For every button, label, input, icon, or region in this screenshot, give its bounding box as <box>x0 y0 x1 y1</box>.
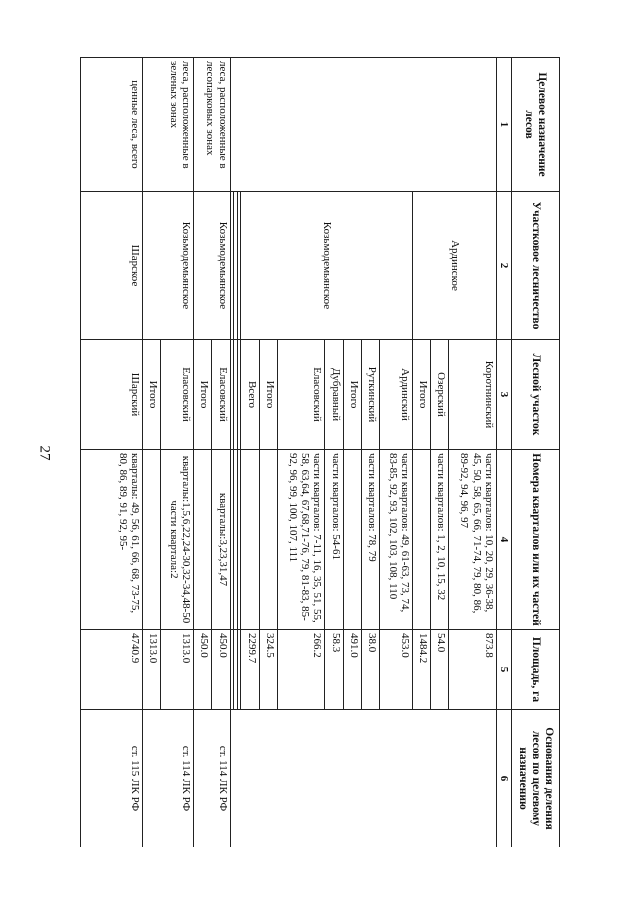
quarters-sharsky: кварталы: 49, 56, 61, 66, 68, 73-75, 80, 86, 89, 91, 92, 95- <box>81 450 143 630</box>
category-lesopark: леса, расположенные в лесопарковых зонах <box>194 58 230 192</box>
quarters-empty <box>194 450 212 630</box>
header-district: Участковое лесничество <box>512 192 560 340</box>
total-area: 1313.0 <box>143 630 161 710</box>
quarters-ozersky: части кварталов: 1, 2, 10, 15, 32 <box>431 450 449 630</box>
area-elasovsky: 450.0 <box>212 630 230 710</box>
plot-empty <box>234 340 238 450</box>
quarters-elasovsky: части кварталов: 7-11, 16, 35, 51, 55, 58, 63,64, 67,68,71-76, 79, 81-83, 85-92, 96, 99, 100, 107, 111 <box>277 450 325 630</box>
area-dubravny: 58.3 <box>325 630 343 710</box>
column-number-row <box>497 58 512 848</box>
column-number: 4 <box>497 450 512 630</box>
district-ardinskoe: Ардинское <box>412 192 496 340</box>
header-area: Площадь, га <box>512 630 560 710</box>
column-number: 6 <box>497 710 512 848</box>
header-plot: Лесной участок <box>512 340 560 450</box>
column-number: 1 <box>497 58 512 192</box>
total-label: Итого <box>259 340 277 450</box>
header-row <box>512 58 560 848</box>
category-green-zones: леса, расположенные в зеленых зонах <box>143 58 194 192</box>
quarters-elasovsky: кварталы:3,23,31,47 <box>212 450 230 630</box>
table-row <box>449 58 497 848</box>
header-quarters: Номера кварталов или их частей <box>512 450 560 630</box>
table-row <box>81 58 143 848</box>
plot-empty <box>237 340 241 450</box>
total-label: Итого <box>343 340 361 450</box>
total-area: 450.0 <box>194 630 212 710</box>
grand-total-label: Всего <box>241 340 259 450</box>
plot-elasovsky: Еласовский <box>212 340 230 450</box>
area-rutkinsky: 38.0 <box>361 630 379 710</box>
quarters-empty <box>412 450 430 630</box>
header-basis: Основания деления лесов по целевому назначению <box>512 710 560 848</box>
basis-lesopark: ст. 114 ЛК РФ <box>194 710 230 848</box>
quarters-parts: части квартала:2 <box>167 500 180 579</box>
area-empty <box>237 630 241 710</box>
area-empty <box>230 630 234 710</box>
plot-dubravny: Дубравный <box>325 340 343 450</box>
column-number: 3 <box>497 340 512 450</box>
district-kozmodemyanskoe: Козьмодемьянское <box>143 192 194 340</box>
total-area: 1484.2 <box>412 630 430 710</box>
quarters-korotninsky: части кварталов: 10, 20, 29, 36-38, 45, 50, 58, 65, 66, 71-74, 79, 80, 86, 89-92, 94, 96, 97 <box>449 450 497 630</box>
quarters-empty <box>143 450 161 630</box>
quarters-elasovsky <box>161 450 194 630</box>
header-purpose: Целевое назначение лесов <box>512 58 560 192</box>
total-label: Итого <box>194 340 212 450</box>
plot-rutkinsky: Руткинский <box>361 340 379 450</box>
district-empty <box>234 192 238 340</box>
basis-cell-empty <box>230 710 496 848</box>
district-kozmodemyanskoe: Козьмодемьянское <box>194 192 230 340</box>
plot-korotninsky: Коротнинский <box>449 340 497 450</box>
column-number: 5 <box>497 630 512 710</box>
plot-sharsky: Шарский <box>81 340 143 450</box>
quarters-ardinsky: части кварталов: 49, 61-63, 73, 74, 83-85, 92, 93, 102, 103, 108, 110 <box>380 450 413 630</box>
plot-ardinsky: Ардинский <box>380 340 413 450</box>
area-korotninsky: 873.8 <box>449 630 497 710</box>
quarters-empty <box>230 450 234 630</box>
district-kozmodemyanskoe: Козьмодемьянское <box>241 192 413 340</box>
basis-valuable: ст. 115 ЛК РФ <box>81 710 143 848</box>
district-sharskoe: Шарское <box>81 192 143 340</box>
grand-total-area: 2299.7 <box>241 630 259 710</box>
area-elasovsky: 1313.0 <box>161 630 194 710</box>
district-empty <box>237 192 241 340</box>
total-label: Итого <box>412 340 430 450</box>
quarters-empty <box>343 450 361 630</box>
quarters-rutkinsky: части кварталов: 78, 79 <box>361 450 379 630</box>
page-number: 27 <box>36 445 53 461</box>
quarters-empty <box>237 450 241 630</box>
quarters-list: кварталы:1,5,6,22,24-30,32-34,48-50 <box>180 455 193 624</box>
basis-green-zones: ст. 114 ЛК РФ <box>143 710 194 848</box>
column-number: 2 <box>497 192 512 340</box>
plot-ozersky: Озерский <box>431 340 449 450</box>
category-valuable: ценные леса, всего <box>81 58 143 192</box>
district-empty <box>230 192 234 340</box>
total-label: Итого <box>143 340 161 450</box>
quarters-dubravny: части кварталов: 54-61 <box>325 450 343 630</box>
area-elasovsky: 266.2 <box>277 630 325 710</box>
plot-elasovsky: Еласовский <box>161 340 194 450</box>
rotated-table-frame <box>80 57 560 847</box>
forest-purpose-table <box>80 57 560 847</box>
table-row <box>212 58 230 848</box>
quarters-empty <box>241 450 259 630</box>
total-area: 324.5 <box>259 630 277 710</box>
area-empty <box>234 630 238 710</box>
plot-elasovsky: Еласовский <box>277 340 325 450</box>
area-ozersky: 54.0 <box>431 630 449 710</box>
plot-empty <box>230 340 234 450</box>
purpose-cell-empty <box>230 58 496 192</box>
quarters-empty <box>259 450 277 630</box>
table-row <box>161 58 194 848</box>
area-sharsky: 4740.9 <box>81 630 143 710</box>
quarters-empty <box>234 450 238 630</box>
total-area: 491.0 <box>343 630 361 710</box>
area-ardinsky: 453.0 <box>380 630 413 710</box>
